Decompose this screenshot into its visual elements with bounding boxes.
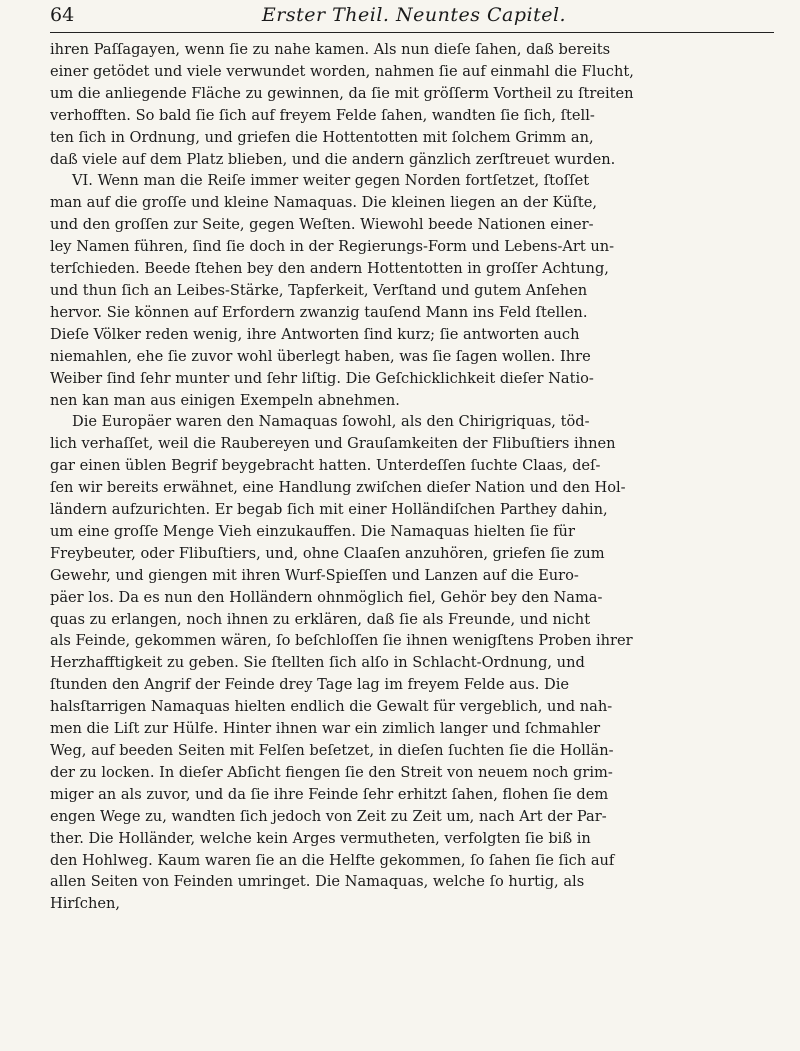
text-line: terſchieden. Beede ſtehen bey den andern Hottentotten in groſſer Achtung, <box>50 260 609 278</box>
text-line: niemahlen, ehe ſie zuvor wohl überlegt haben, was ſie ſagen wollen. Ihre <box>50 347 591 365</box>
body-text <box>50 39 774 915</box>
text-line: und den groſſen zur Seite, gegen Weſten. Wiewohl beede Nationen einer- <box>50 216 594 234</box>
text-line: halsſtarrigen Namaquas hielten endlich die Gewalt für vergeblich, und nah- <box>50 698 613 716</box>
text-line: der zu locken. In dieſer Abſicht fiengen ſie den Streit von neuem noch grim- <box>50 763 613 781</box>
text-line: Dieſe Völker reden wenig, ihre Antworten ſind kurz; ſie antworten auch <box>50 325 580 343</box>
text-line: als Feinde, gekommen wären, ſo beſchloſſen ſie ihnen wenigſtens Proben ihrer <box>50 632 633 650</box>
paragraph <box>50 170 774 411</box>
text-line: hervor. Sie können auf Erfordern zwanzig tauſend Mann ins Feld ſtellen. <box>50 303 588 321</box>
text-line: ländern aufzurichten. Er begab ſich mit einer Holländiſchen Parthey dahin, <box>50 501 608 519</box>
paragraph <box>50 411 774 915</box>
text-line: um eine groſſe Menge Vieh einzukauffen. Die Namaquas hielten ſie für <box>50 522 575 540</box>
text-line: Hirſchen, <box>50 895 121 913</box>
text-line: engen Wege zu, wandten ſich jedoch von Zeit zu Zeit um, nach Art der Par- <box>50 807 607 825</box>
text-line: allen Seiten von Feinden umringet. Die Namaquas, welche ſo hurtig, als <box>50 873 585 891</box>
text-line: einer getödet und viele verwundet worden, nahmen ſie auf einmahl die Flucht, <box>50 62 634 80</box>
text-line: päer los. Da es nun den Holländern ohnmöglich fiel, Gehör bey den Nama- <box>50 588 603 606</box>
text-line: men die Liſt zur Hülfe. Hinter ihnen war ein zimlich langer und ſchmahler <box>50 720 601 738</box>
text-line: ſtunden den Angrif der Feinde drey Tage lag im freyem Felde aus. Die <box>50 676 570 694</box>
text-line: und thun ſich an Leibes-Stärke, Tapferkeit, Verſtand und gutem Anſehen <box>50 281 588 299</box>
text-line: miger an als zuvor, und da ſie ihre Feinde ſehr erhitzt ſahen, flohen ſie dem <box>50 785 609 803</box>
text-line: quas zu erlangen, noch ihnen zu erklären, daß ſie als Freunde, und nicht <box>50 610 591 628</box>
text-line: lich verhaſſet, weil die Raubereyen und Grauſamkeiten der Flibuſtiers ihnen <box>50 435 616 453</box>
text-line: Weiber ſind ſehr munter und ſehr liſtig. Die Geſchicklichkeit dieſer Natio- <box>50 369 594 387</box>
text-line: ther. Die Holländer, welche kein Arges vermutheten, verfolgten ſie biß in <box>50 829 591 847</box>
text-line: man auf die groſſe und kleine Namaquas. Die kleinen liegen an der Küſte, <box>50 194 598 212</box>
text-line: den Hohlweg. Kaum waren ſie an die Helfte gekommen, ſo ſahen ſie ſich auf <box>50 851 615 869</box>
text-line: Herzhafftigkeit zu geben. Sie ſtellten ſich alſo in Schlacht-Ordnung, und <box>50 654 585 672</box>
text-line: ley Namen führen, ſind ſie doch in der Regierungs-Form und Lebens-Art un- <box>50 238 615 256</box>
text-line: ten ſich in Ordnung, und griefen die Hottentotten mit ſolchem Grimm an, <box>50 128 594 146</box>
page-number: 64 <box>50 4 75 26</box>
text-line: gar einen üblen Begrif beygebracht hatten. Unterdeſſen ſuchte Claas, deſ- <box>50 457 601 475</box>
running-title: Erster Theil. Neuntes Capitel. <box>261 4 567 26</box>
text-line: ihren Paſſagayen, wenn ſie zu nahe kamen. Als nun dieſe ſahen, daß bereits <box>50 41 611 58</box>
text-line: um die anliegende Fläche zu gewinnen, da ſie mit gröſſerm Vortheil zu ſtreiten <box>50 84 634 102</box>
paragraph <box>50 39 774 170</box>
running-head <box>50 4 774 33</box>
text-line: Freybeuter, oder Flibuſtiers, und, ohne Claaſen anzuhören, griefen ſie zum <box>50 544 605 562</box>
text-line: verhofften. So bald ſie ſich auf freyem Felde ſahen, wandten ſie ſich, ſtell- <box>50 106 595 124</box>
text-line: Die Europäer waren den Namaquas ſowohl, als den Chirigriquas, töd- <box>72 413 590 431</box>
text-line: Gewehr, und giengen mit ihren Wurf-Spieſſen und Lanzen auf die Euro- <box>50 566 579 584</box>
text-line: nen kan man aus einigen Exempeln abnehmen. <box>50 391 400 409</box>
text-line: Weg, auf beeden Seiten mit Felſen beſetzet, in dieſen ſuchten ſie die Hollän- <box>50 742 614 759</box>
text-line: ſen wir bereits erwähnet, eine Handlung zwiſchen dieſer Nation und den Hol- <box>50 479 626 497</box>
text-line: VI. Wenn man die Reiſe immer weiter gegen Norden fortſetzet, ſtoſſet <box>72 172 590 190</box>
text-line: daß viele auf dem Platz blieben, und die andern gänzlich zerſtreuet wurden. <box>50 150 616 168</box>
